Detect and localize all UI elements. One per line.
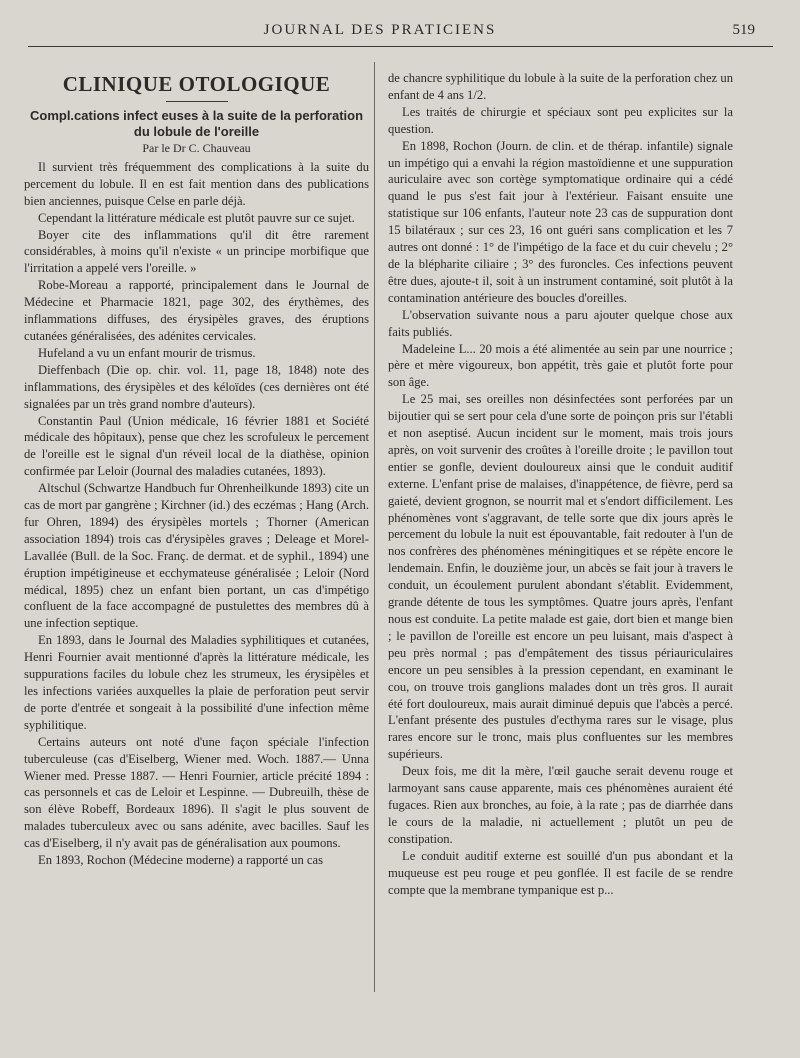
paragraph: Le conduit auditif externe est souillé d'un pus abondant et la muqueuse est peu rouge et peu gonflée. Il est facile de se rendre compte que la membrane tympanique est p...: [388, 848, 733, 897]
journal-title: JOURNAL DES PRATICIENS: [263, 22, 497, 38]
paragraph: Robe-Moreau a rapporté, principalement dans le Journal de Médecine et Pharmacie 1821, page 302, des érythèmes, des inflammations diffuses, des érysipèles graves, des éruptions cutanées généralisées, des adénites cervicales.: [24, 278, 369, 343]
title-rule: [166, 101, 228, 102]
paragraph: En 1893, Rochon (Médecine moderne) a rapporté un cas: [38, 853, 324, 868]
paragraph: Madeleine L... 20 mois a été alimentée au sein par une nourrice ; père et mère vigoureux, bon appétit, très gaie et plutôt forte pour son âge.: [388, 341, 733, 390]
paragraph: Cependant la littérature médicale est plutôt pauvre sur ce sujet.: [38, 210, 355, 225]
section-title: CLINIQUE OTOLOGIQUE: [62, 72, 331, 96]
paragraph: Hufeland a vu un enfant mourir de trismus.: [38, 345, 256, 360]
article-title-line-2: du lobule de l'oreille: [133, 124, 260, 139]
paragraph: Dieffenbach (Die op. chir. vol. 11, page 18, 1848) note des inflammations, des érysipèles et des kéloïdes (ces dernières ont été signalées par un très grand nombre d'auteurs).: [24, 362, 369, 411]
article-title-line-1: Compl.cations infect euses à la suite de la perforation: [29, 108, 364, 123]
header-rule: [28, 46, 773, 47]
paragraph: L'observation suivante nous a paru ajouter quelque chose aux faits publiés.: [388, 307, 733, 339]
paragraph: Deux fois, me dit la mère, l'œil gauche serait devenu rouge et larmoyant sans cause apparente, mais ces phénomènes auraient été fugaces. Rien aux bronches, au foie, à la rate ; pas de diarrhée dans le cours de la maladie, ni actuellement ; plutôt un peu de constipation.: [388, 764, 733, 846]
column-divider: [374, 62, 375, 992]
running-head: [0, 22, 800, 44]
paragraph: Les traités de chirurgie et spéciaux sont peu explicites sur la question.: [388, 104, 733, 136]
paragraph: Altschul (Schwartze Handbuch fur Ohrenheilkunde 1893) cite un cas de mort par gangrène ; Kirchner (id.) des eczémas ; Hang (Arch. fur Ohren, 1894) des érysipèles mortels ; Thorner (American association 1894) trois cas d'érysipèles graves ; Deleage et Morel-Lavallée (Bull. de la Soc. Franç. de dermat. et de syphil., 1894) une éruption impétigineuse et ecchymateuse généralisée ; Leloir (Nord médical, 1895) chez un enfant bien portant, un cas d'impétigo confluent de la face accompagné de pustulettes des membres dû à une infection septique.: [24, 481, 369, 631]
paragraph-continued: de chancre syphilitique du lobule à la suite de la perforation chez un enfant de 4 ans 1/2.: [388, 71, 733, 102]
right-column: [388, 70, 733, 898]
paragraph: Boyer cite des inflammations qu'il dit être rarement considérables, à moins qu'il n'existe « un principe morbifique que l'irritation a appelé vers l'oreille. »: [24, 227, 369, 276]
byline: Par le Dr C. Chauveau: [142, 141, 251, 155]
paragraph: En 1893, dans le Journal des Maladies syphilitiques et cutanées, Henri Fournier avait mentionné d'après la littérature médicale, les suppurations faciles du lobule chez les strumeux, les érysipèles et les infections variées auxquelles la plaie de perforation peut servir de porte d'entrée et songeait à la possibilité d'une infection même syphilitique.: [24, 633, 369, 732]
paragraph: Certains auteurs ont noté d'une façon spéciale l'infection tuberculeuse (cas d'Eiselberg, Wiener med. Woch. 1887.— Unna Wiener med. Presse 1887. — Henri Fournier, article précité 1894 : cas personnels et cas de Leloir et Lespinne. — Dubreuilh, thèse de son élève Robeff, Bordeaux 1896). Il s'agit le plus souvent de malades tuberculeux avec ou sans adénite, avec bacilles. Sauf les cas d'Eiselberg, il n'y avait pas de généralisation aux poumons.: [24, 734, 369, 851]
paragraph: Il survient très fréquemment des complications à la suite du percement du lobule. Il en est fait mention dans des publications bien anciennes, puisque Celse en parle déjà.: [24, 159, 369, 208]
left-column: [24, 70, 369, 869]
page-number: 519: [732, 22, 755, 38]
paragraph: Constantin Paul (Union médicale, 16 février 1881 et Société médicale des hôpitaux), pense que chez les scrofuleux le percement de l'oreille est le signal d'un réveil local de la diathèse, opinion confirmée par Leloir (Journal des maladies cutanées, 1893).: [24, 413, 369, 479]
paragraph: Le 25 mai, ses oreilles non désinfectées sont perforées par un bijoutier qui se sert pour cela d'une sorte de poinçon pris sur l'établi et non aseptisé. Aucun incident sur le moment, mais trois jours après, on voit survenir des croûtes à l'oreille droite ; le pavillon tout entier se gonfle, devient douloureux ainsi que le conduit auditif externe. L'enfant prise de malaises, d'inappétence, de fièvre, perd sa gaieté, devient grognon, se nourrit mal et s'endort difficilement. Les phénomènes vont s'aggravant, de telle sorte que dix jours après le percement du lobule la nuit est épouvantable, fait redouter à l'un de nos confrères des phénomènes méningitiques et se répète encore le lendemain. Enfin, le douzième jour, un abcès se fait jour à travers le conduit, un écoulement purulent abondant s'établit. Evidemment, grande détente de tous les symptômes. Quatre jours après, l'enfant nous est conduite. La petite malade est gaie, dort bien et mange bien ; le pavillon de l'oreille est encore un peu luisant, mais d'aspect à peu près normal ; pas d'empâtement des tissus périauriculaires encore un peu sensibles à la pression cependant, en examinant le cou, on trouve trois ganglions malades dont un très gros. Il aurait été fort douloureux, mais aurait diminué depuis que l'abcès a percé. L'enfant présente des pustules d'ecthyma rares sur le visage, plus rares encore sur le tronc, mais plus confluentes sur les membres supérieurs.: [388, 392, 733, 762]
paragraph: En 1898, Rochon (Journ. de clin. et de thérap. infantile) signale un impétigo qui a envahi la région mastoïdienne et une suppuration auriculaire avec son cortège symptomatique ordinaire qui a cédé quand le pus s'est fait jour à l'extérieur. Faisant ensuite une statistique sur 106 enfants, l'auteur note 23 cas de suppuration dont 15 bilatéraux ; sur ces 23, 16 ont guéri sans complication et les 7 autres ont donné : 1° de l'impétigo de la face et du cuir chevelu ; 2° de la blépharite ciliaire ; 3° des furoncles. Ces infections peuvent être dues, ajoute-t il, soit à un instrument contaminé, soit plutôt à la contamination antérieure des boucles d'oreilles.: [388, 138, 733, 305]
